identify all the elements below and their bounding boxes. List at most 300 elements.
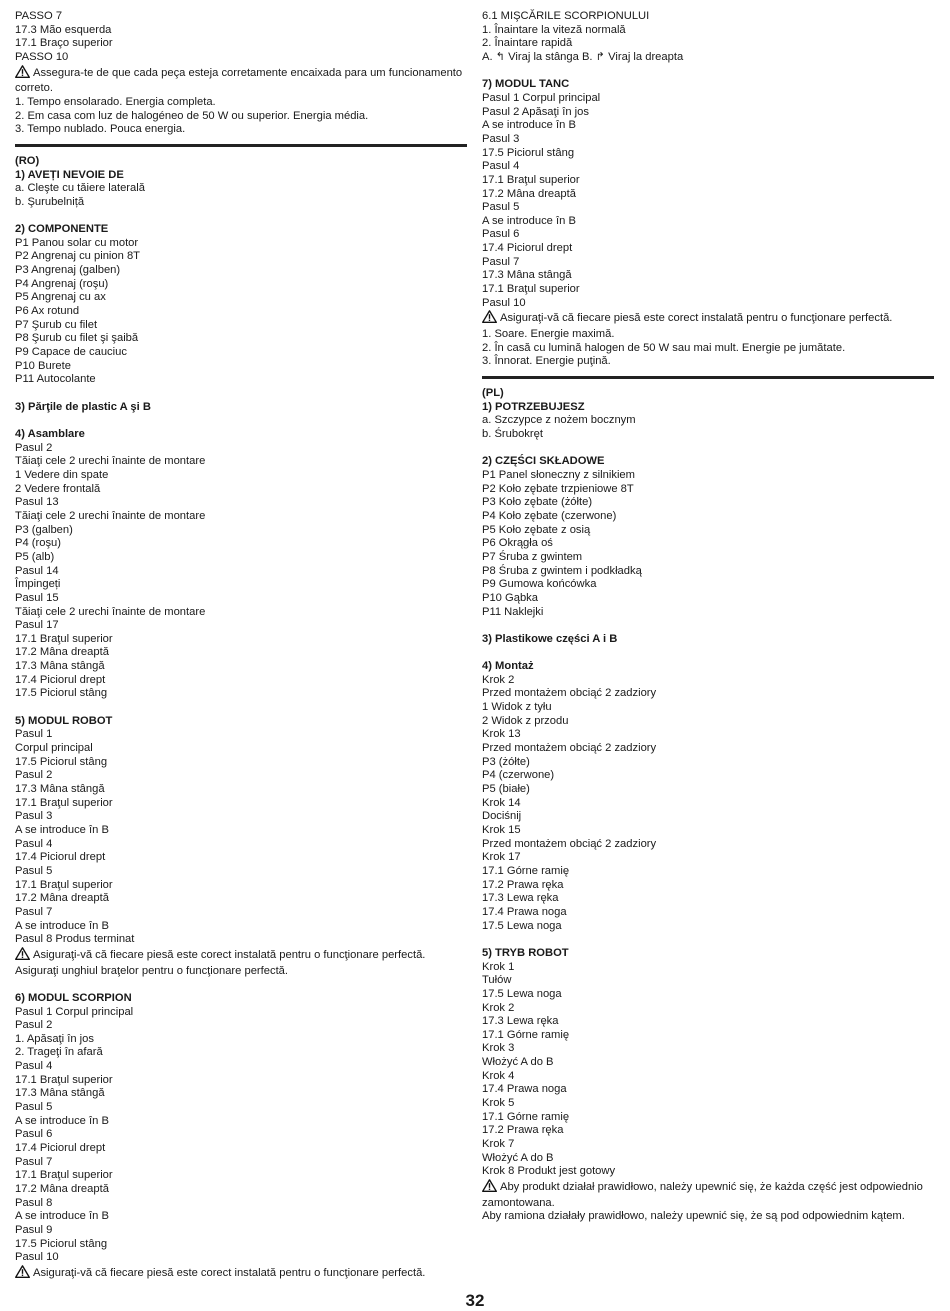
text-line [482,674,934,688]
text-line [15,1169,467,1183]
line-text: Krok 8 Produkt jest gotowy [482,1165,616,1178]
text-line [482,160,934,174]
line-text: 17.1 Braço superior [15,37,113,50]
line-text: P1 Panel słoneczny z silnikiem [482,468,635,481]
text-line [15,578,467,592]
line-text: P3 (galben) [15,523,73,536]
spacer [15,978,467,992]
line-text: P3 Angrenaj (galben) [15,264,121,277]
text-line [15,455,467,469]
line-text: 2) COMPONENTE [15,223,109,236]
line-text: P5 (białe) [482,783,530,796]
line-text: 1. Apăsaţi în jos [15,1032,94,1045]
line-text: Aby produkt działał prawidłowo, należy upewnić się, że każda część jest odpowiednio zamontowana. [482,1181,923,1209]
text-line [15,1046,467,1060]
text-line [482,797,934,811]
line-text: A se introduce în B [482,214,576,227]
text-line [482,838,934,852]
text-line [482,715,934,729]
line-text: a. Cleşte cu tăiere laterală [15,182,145,195]
line-text: P4 Angrenaj (roşu) [15,277,109,290]
spacer [482,65,934,79]
text-line [482,1002,934,1016]
line-text: Assegura-te de que cada peça esteja corretamente encaixada para um funcionamento correto. [15,66,463,95]
text-line [482,10,934,24]
line-text: 1. Înaintare la viteză normală [482,23,626,36]
line-text: 4) Montaż [482,660,534,673]
spacer [482,619,934,633]
text-line [482,1165,934,1179]
text-line [482,147,934,161]
line-text: Przed montażem obciąć 2 zadziory [482,742,657,755]
text-line [15,1142,467,1156]
text-line [15,305,467,319]
text-line [482,1097,934,1111]
text-line [15,37,467,51]
section-heading [15,992,467,1006]
line-text: Krok 2 [482,673,515,686]
line-text: Pasul 8 [15,1196,53,1209]
line-text: 2. Em casa com luz de halogéneo de 50 W ou superior. Energia média. [15,109,369,122]
section-divider [482,376,934,379]
line-text: Pasul 5 [482,201,520,214]
line-text: 17.3 Lewa ręka [482,1015,559,1028]
line-text: Włożyć A do B [482,1056,554,1069]
text-line [482,469,934,483]
text-line [15,797,467,811]
section-heading [15,428,467,442]
line-text: Włożyć A do B [482,1151,554,1164]
line-text: 17.3 Mâna stângă [15,783,105,796]
text-line [15,687,467,701]
line-text: A se introduce în B [482,119,576,132]
line-text: Krok 13 [482,728,521,741]
line-text: 17.1 Braţul superior [15,796,113,809]
line-text: 17.2 Mâna dreaptă [482,187,576,200]
line-text: P5 (alb) [15,550,55,563]
line-text: PASSO 7 [15,10,63,22]
line-text: P7 Şurub cu filet [15,318,98,331]
text-line [482,414,934,428]
text-line [482,879,934,893]
line-text: Asiguraţi-vă că fiecare piesă este corect instalată pentru o funcţionare perfectă. [500,312,893,325]
text-line [15,1128,467,1142]
text-line [15,1156,467,1170]
line-text: Pasul 3 [15,810,53,823]
line-text: P4 (roşu) [15,537,62,550]
line-text: Pasul 5 [15,1101,53,1114]
text-line [482,728,934,742]
text-line [482,92,934,106]
line-text: Tułów [482,974,512,987]
text-line [15,96,467,110]
text-line [15,824,467,838]
line-text: Pasul 8 Produs terminat [15,933,135,946]
text-line [15,524,467,538]
line-text: 1 Widok z tyłu [482,701,552,714]
section-heading [482,633,934,647]
line-text: Pasul 10 [482,296,526,309]
line-text: Tăiaţi cele 2 urechi înainte de montare [15,509,206,522]
warning-icon [482,1179,497,1197]
text-line [15,1251,467,1265]
text-line [482,769,934,783]
text-line [482,1210,934,1224]
line-text: Asiguraţi-vă că fiecare piesă este corect instalată pentru o funcţionare perfectă. [33,1266,426,1279]
text-line [15,865,467,879]
text-line [15,278,467,292]
text-line [482,592,934,606]
text-line [15,319,467,333]
line-text: Pasul 2 [15,441,53,454]
text-line [482,1083,934,1097]
text-line [482,974,934,988]
line-text: Pasul 9 [15,1224,53,1237]
line-text: A se introduce în B [15,919,109,932]
text-line [482,201,934,215]
line-text: Pasul 10 [15,1251,59,1264]
text-line [15,469,467,483]
text-line [482,961,934,975]
text-line [15,483,467,497]
text-line [482,51,934,65]
line-text: 1) AVEȚI NEVOIE DE [15,168,124,181]
text-line [15,1101,467,1115]
text-line [482,606,934,620]
warning-icon [482,310,497,328]
line-text: Dociśnij [482,810,522,823]
text-line [15,510,467,524]
text-line [482,483,934,497]
line-text: P2 Angrenaj cu pinion 8T [15,250,141,263]
text-line [482,355,934,369]
line-text: Pasul 1 Corpul principal [482,91,601,104]
text-line [15,1074,467,1088]
line-text: 17.1 Braţul superior [15,1073,113,1086]
line-text: P11 Naklejki [482,605,544,618]
text-line [15,660,467,674]
line-text: P8 Şurub cu filet şi şaibă [15,332,139,345]
line-text: A se introduce în B [15,1114,109,1127]
text-line [15,1183,467,1197]
text-line [482,496,934,510]
line-text: Pasul 15 [15,591,59,604]
text-line [15,965,467,979]
line-text: P6 Ax rotund [15,305,80,318]
line-text: Krok 2 [482,1001,515,1014]
text-line [15,110,467,124]
line-text: P11 Autocolante [15,373,96,386]
text-line [15,892,467,906]
line-text: PASSO 10 [15,50,69,63]
line-text: Przed montażem obciąć 2 zadziory [482,837,657,850]
text-line [482,510,934,524]
text-line [15,769,467,783]
text-line [482,551,934,565]
text-line [15,537,467,551]
text-line [482,565,934,579]
line-text: Asiguraţi-vă că fiecare piesă este corect instalată pentru o funcţionare perfectă. [33,948,426,961]
text-line [482,1111,934,1125]
line-text: 2. Trageţi în afară [15,1046,103,1059]
line-text: Corpul principal [15,742,93,755]
spacer [15,387,467,401]
line-text: 2) CZĘŚCI SKŁADOWE [482,455,605,468]
line-text: 2. Înaintare rapidă [482,37,573,50]
line-text: 17.1 Braţul superior [15,1169,113,1182]
spacer [15,210,467,224]
text-line [15,196,467,210]
text-line [15,182,467,196]
text-line [482,810,934,824]
text-line [15,906,467,920]
line-text: 17.2 Mâna dreaptă [15,892,109,905]
text-line [15,1115,467,1129]
text-line [15,291,467,305]
right-column [482,10,934,1224]
line-text: Pasul 7 [15,905,53,918]
section-heading [15,169,467,183]
text-line [15,920,467,934]
text-line [482,297,934,311]
text-line [15,674,467,688]
line-text: 17.4 Piciorul drept [482,242,573,255]
line-text: 17.2 Prawa ręka [482,1124,564,1137]
line-text: 5) MODUL ROBOT [15,714,113,727]
line-text: 17.5 Piciorul stâng [15,687,108,700]
line-text: P5 Koło zębate z osią [482,523,591,536]
text-line [15,1006,467,1020]
text-line [15,879,467,893]
text-line [482,1042,934,1056]
line-text: 5) TRYB ROBOT [482,946,569,959]
line-text: b. Şurubelniță [15,195,85,208]
text-line [15,24,467,38]
text-line [15,606,467,620]
line-text: Pasul 4 [15,837,53,850]
line-text: 17.3 Mão esquerda [15,23,112,36]
text-line [15,810,467,824]
text-line [15,1224,467,1238]
line-text: P9 Gumowa końcówka [482,578,597,591]
line-text: 17.1 Górne ramię [482,1028,570,1041]
warning-note [15,65,467,96]
text-line [15,1060,467,1074]
text-line [482,783,934,797]
text-line [15,619,467,633]
line-text: 17.1 Braţul superior [15,878,113,891]
line-text: 17.5 Piciorul stâng [15,755,108,768]
text-line [482,1056,934,1070]
line-text: 17.2 Mâna dreaptă [15,1183,109,1196]
line-text: A se introduce în B [15,824,109,836]
text-line [15,496,467,510]
text-line [15,933,467,947]
section-heading [482,455,934,469]
line-text: P4 (czerwone) [482,769,555,782]
text-line [482,1124,934,1138]
text-line [482,687,934,701]
text-line [15,838,467,852]
page-number: 32 [465,1291,485,1310]
line-text: Pasul 1 [15,728,53,741]
line-text: 17.1 Braţul superior [15,632,113,645]
line-text: P1 Panou solar cu motor [15,236,139,249]
line-text: 2. În casă cu lumină halogen de 50 W sau mai mult. Energie pe jumătate. [482,341,846,354]
text-line [15,264,467,278]
section-heading [482,401,934,415]
text-line [482,1070,934,1084]
line-text: P7 Śruba z gwintem [482,550,583,563]
line-text: Krok 1 [482,960,515,973]
line-text: Aby ramiona działały prawidłowo, należy upewnić się, że są pod odpowiednim kątem. [482,1210,905,1223]
line-text: Pasul 7 [482,255,520,268]
line-text: Przed montażem obciąć 2 zadziory [482,687,657,700]
section-divider [15,144,467,147]
warning-note [482,1179,934,1210]
text-line [15,250,467,264]
warning-note [15,947,467,965]
section-heading [15,715,467,729]
section-heading [482,660,934,674]
line-text: 17.5 Piciorul stâng [482,146,575,159]
text-line [15,742,467,756]
text-line [15,10,467,24]
warning-icon [15,65,30,83]
text-line [482,119,934,133]
line-text: 17.4 Piciorul drept [15,673,106,686]
text-line [15,346,467,360]
line-text: 17.1 Braţul superior [482,283,580,296]
text-line [482,742,934,756]
line-text: (RO) [15,154,40,167]
line-text: A. ↰ Viraj la stânga B. ↱ Viraj la dreapta [482,50,684,63]
text-line [15,1087,467,1101]
text-line [482,228,934,242]
line-text: P2 Koło zębate trzpieniowe 8T [482,482,634,495]
line-text: 1. Tempo ensolarado. Energia completa. [15,95,216,108]
text-line [482,242,934,256]
text-line [482,701,934,715]
line-text: 4) Asamblare [15,427,85,440]
line-text: 17.3 Lewa ręka [482,892,559,905]
text-line [15,442,467,456]
line-text: 17.1 Górne ramię [482,1110,570,1123]
line-text: 17.4 Prawa noga [482,905,567,918]
line-text: Krok 14 [482,796,521,809]
text-line [15,123,467,137]
text-line [482,851,934,865]
line-text: 17.4 Piciorul drept [15,851,106,864]
line-text: Pasul 1 Corpul principal [15,1005,134,1018]
text-line [15,633,467,647]
section-heading [15,223,467,237]
line-text: Pasul 13 [15,496,59,509]
line-text: 1) POTRZEBUJESZ [482,400,585,413]
text-line [15,851,467,865]
text-line [482,174,934,188]
line-text: b. Śrubokręt [482,428,543,441]
section-heading [15,155,467,169]
line-text: Împingeți [15,578,61,591]
spacer [482,646,934,660]
line-text: Pasul 14 [15,564,59,577]
text-line [482,906,934,920]
text-line [15,1210,467,1224]
text-line [482,537,934,551]
line-text: Pasul 2 [15,769,53,782]
line-text: 17.3 Mâna stângă [482,269,572,282]
line-text: Pasul 17 [15,619,59,632]
text-line [482,524,934,538]
left-column [15,10,467,1283]
line-text: P9 Capace de cauciuc [15,346,127,359]
warning-note [482,310,934,328]
line-text: 7) MODUL TANC [482,78,570,91]
text-line [15,1033,467,1047]
text-line [482,578,934,592]
text-line [15,592,467,606]
text-line [482,428,934,442]
line-text: Pasul 2 [15,1019,53,1032]
line-text: Tăiaţi cele 2 urechi înainte de montare [15,455,206,468]
line-text: Pasul 5 [15,864,53,877]
line-text: Pasul 2 Apăsaţi în jos [482,105,589,118]
line-text: P5 Angrenaj cu ax [15,291,106,304]
spacer [15,414,467,428]
line-text: 17.2 Mâna dreaptă [15,646,109,659]
text-line [482,988,934,1002]
line-text: (PL) [482,387,504,400]
line-text: 17.3 Mâna stângă [15,660,105,673]
text-line [15,1197,467,1211]
line-text: P8 Śruba z gwintem i podkładką [482,564,642,577]
line-text: Pasul 4 [482,160,520,173]
text-line [482,283,934,297]
text-line [482,215,934,229]
section-heading [482,78,934,92]
line-text: 2 Vedere frontală [15,482,101,495]
line-text: P4 Koło zębate (czerwone) [482,509,617,522]
line-text: 3. Tempo nublado. Pouca energia. [15,123,186,136]
text-line [15,1019,467,1033]
line-text: 6) MODUL SCORPION [15,991,132,1004]
line-text: Tăiaţi cele 2 urechi înainte de montare [15,605,206,618]
line-text: 1 Vedere din spate [15,468,109,481]
line-text: Pasul 7 [15,1155,53,1168]
text-line [482,37,934,51]
text-line [15,1238,467,1252]
text-line [15,551,467,565]
section-heading [482,947,934,961]
line-text: 1. Soare. Energie maximă. [482,328,615,341]
text-line [15,783,467,797]
line-text: Krok 3 [482,1042,515,1055]
text-line [15,51,467,65]
line-text: 17.5 Lewa noga [482,987,562,1000]
line-text: 17.5 Piciorul stâng [15,1237,108,1250]
line-text: 17.5 Lewa noga [482,919,562,932]
line-text: 2 Widok z przodu [482,714,569,727]
line-text: Krok 5 [482,1097,515,1110]
line-text: Krok 7 [482,1138,515,1151]
text-line [482,106,934,120]
line-text: 3) Plastikowe części A i B [482,632,618,645]
line-text: 3) Părţile de plastic A şi B [15,400,151,413]
text-line [482,133,934,147]
text-line [15,565,467,579]
text-line [15,332,467,346]
